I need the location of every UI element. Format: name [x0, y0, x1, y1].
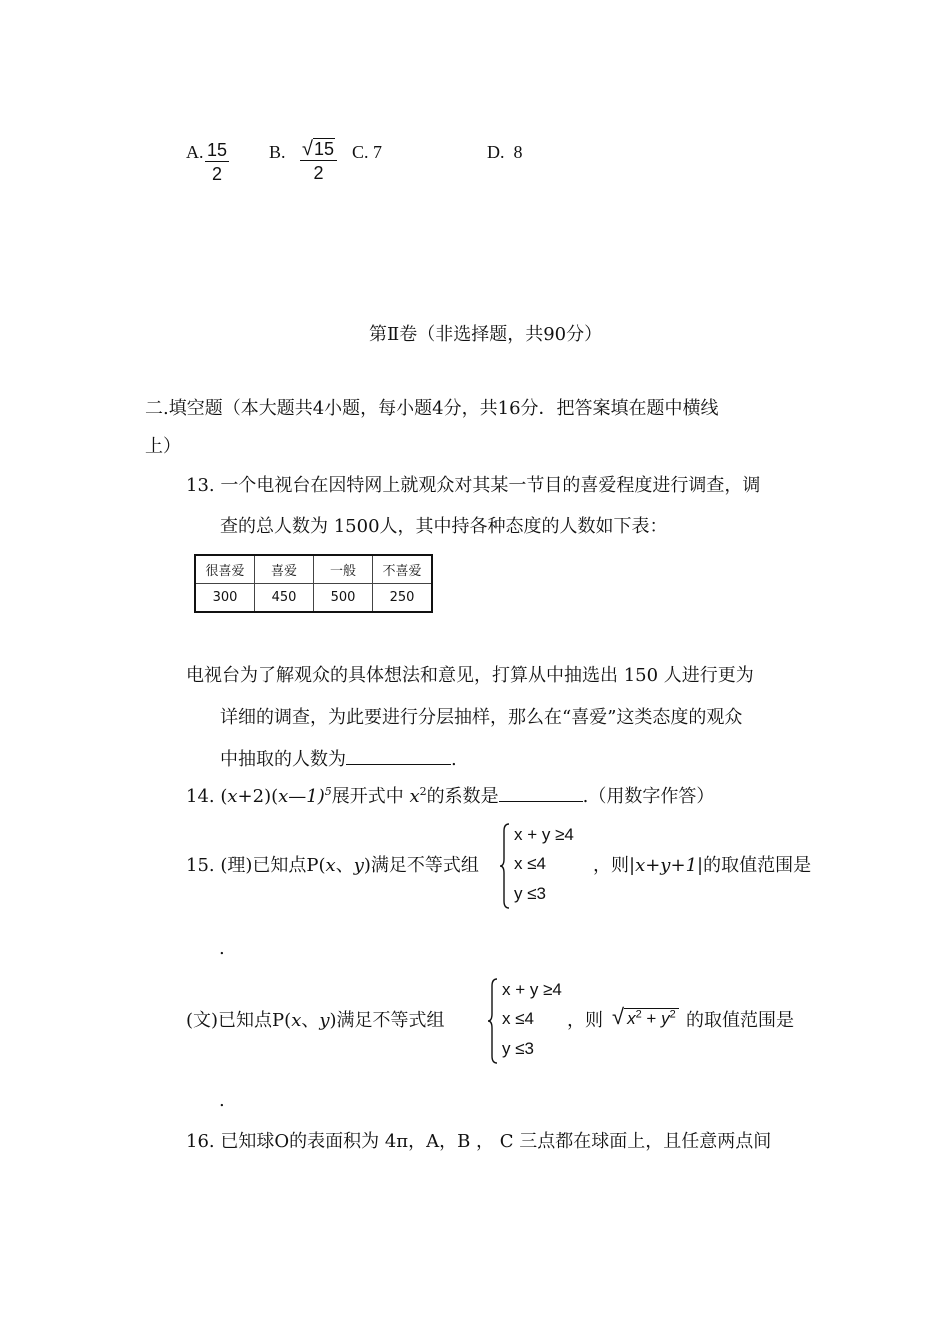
ineq-line-1: x + y ≥4	[514, 825, 574, 844]
option-c: C. 7	[352, 142, 383, 162]
q14-prefix: 14. (	[186, 786, 228, 807]
q15-var-x: x	[291, 1010, 302, 1031]
q15-var-y: y	[319, 1010, 330, 1031]
section-heading-line2: 上）	[145, 436, 181, 457]
option-a-numerator: 15	[207, 140, 228, 160]
sqrt-var-y: y	[661, 1009, 670, 1028]
table-header-cell: 很喜爱	[195, 555, 255, 584]
q15-abs-expr: x+y+1	[635, 855, 698, 876]
section-heading-line1: 二.填空题（本大题共4小题，每小题4分，共16分．把答案填在题中横线	[145, 398, 719, 419]
table-cell: 300	[195, 584, 255, 613]
option-b-label: B.	[269, 142, 286, 162]
q14-suffix: .（用数字作答）	[582, 786, 715, 807]
q13-line2: 查的总人数为 1500人，其中持各种态度的人数如下表：	[220, 516, 668, 537]
q15-li-suffix	[593, 851, 811, 877]
q14-plus-2: +2)(	[237, 786, 279, 807]
sqrt-expression	[612, 1004, 679, 1030]
q15-wen-inequality-system	[488, 978, 578, 1064]
option-b-numerator	[300, 138, 337, 161]
q15-wen-end: 的取值范围是	[686, 1010, 794, 1031]
q13-line5-text: 中抽取的人数为	[220, 749, 346, 770]
q14-exponent-5: 5	[324, 785, 332, 798]
option-b-radicand: 15	[313, 139, 335, 159]
ineq-line-1: x + y ≥4	[502, 980, 562, 999]
q15-li-inequality-system	[500, 823, 590, 909]
q15-var-y: y	[353, 855, 364, 876]
sqrt-var-x: x	[627, 1009, 636, 1028]
table-header-cell: 喜爱	[255, 555, 314, 584]
q15-sep: 、	[301, 1010, 320, 1031]
q13-line4: 详细的调查，为此要进行分层抽样，那么在“喜爱”这类态度的观众	[220, 707, 743, 728]
q15-sep: 、	[335, 855, 354, 876]
q14-text: 的系数是	[426, 786, 499, 807]
q15-wen-prefix	[186, 1006, 445, 1032]
table-header-cell: 不喜爱	[373, 555, 433, 584]
ineq-line-2: x ≤4	[502, 1009, 535, 1028]
attitude-table	[194, 554, 433, 613]
q14-answer-blank[interactable]	[499, 783, 583, 802]
q14-exponent-2: 2	[419, 785, 427, 798]
option-b-denominator: 2	[313, 163, 324, 183]
q15-wen-period: .	[219, 1090, 225, 1111]
q13-line5-end: .	[451, 749, 457, 770]
q13-line5	[220, 745, 457, 771]
part-title: 第Ⅱ卷（非选择题，共90分）	[369, 324, 603, 345]
table-cell: 450	[255, 584, 314, 613]
q15-li-end: |的取值范围是	[697, 855, 812, 876]
q15-wen-mid: )满足不等式组	[329, 1010, 445, 1031]
option-d: D. 8	[487, 142, 523, 162]
table-cell: 250	[373, 584, 433, 613]
table-header-row	[195, 555, 432, 584]
q13-line1: 13. 一个电视台在因特网上就观众对其某一节目的喜爱程度进行调查，调	[186, 475, 761, 496]
option-a-label: A.	[186, 142, 204, 162]
q15-li-period: .	[219, 938, 225, 959]
q14-mid: 展开式中	[331, 786, 410, 807]
q15-wen-text: (文)已知点P(	[186, 1010, 292, 1031]
left-brace-icon	[500, 823, 510, 909]
q14-line	[186, 782, 714, 808]
q15-li-mid: )满足不等式组	[363, 855, 479, 876]
ineq-line-3: y ≤3	[514, 884, 547, 903]
sqrt-exponent: 2	[635, 1008, 642, 1021]
option-b-fraction	[300, 138, 337, 185]
q14-var-x: x	[278, 786, 289, 807]
q13-answer-blank[interactable]	[346, 746, 451, 765]
sqrt-plus: +	[641, 1009, 662, 1028]
sqrt-symbol: √15	[302, 138, 335, 160]
ineq-line-2: x ≤4	[514, 854, 547, 873]
q15-li-text: 15. (理)已知点P(	[186, 855, 326, 876]
q15-wen-then: ，则	[567, 1010, 603, 1031]
table-row	[195, 584, 432, 613]
left-brace-icon	[488, 978, 498, 1064]
sqrt-exponent: 2	[669, 1008, 676, 1021]
q16-line1: 16. 已知球O的表面积为 4π，A，B ， C 三点都在球面上，且任意两点间	[186, 1131, 772, 1152]
ineq-line-3: y ≤3	[502, 1039, 535, 1058]
option-a-fraction	[205, 139, 229, 186]
table-header-cell: 一般	[314, 555, 373, 584]
q15-li-then: ，则|	[593, 855, 636, 876]
q15-var-x: x	[325, 855, 336, 876]
q14-minus-1: —1)	[288, 786, 325, 807]
table-cell: 500	[314, 584, 373, 613]
q15-li-prefix	[186, 851, 479, 877]
q13-line3: 电视台为了解观众的具体想法和意见，打算从中抽选出 150 人进行更为	[186, 665, 754, 686]
sqrt-symbol: √ $x^2 + y^2$	[612, 1004, 679, 1030]
q14-var-x: x	[227, 786, 238, 807]
option-a-denominator: 2	[212, 164, 223, 184]
q14-var-x: x	[409, 786, 420, 807]
